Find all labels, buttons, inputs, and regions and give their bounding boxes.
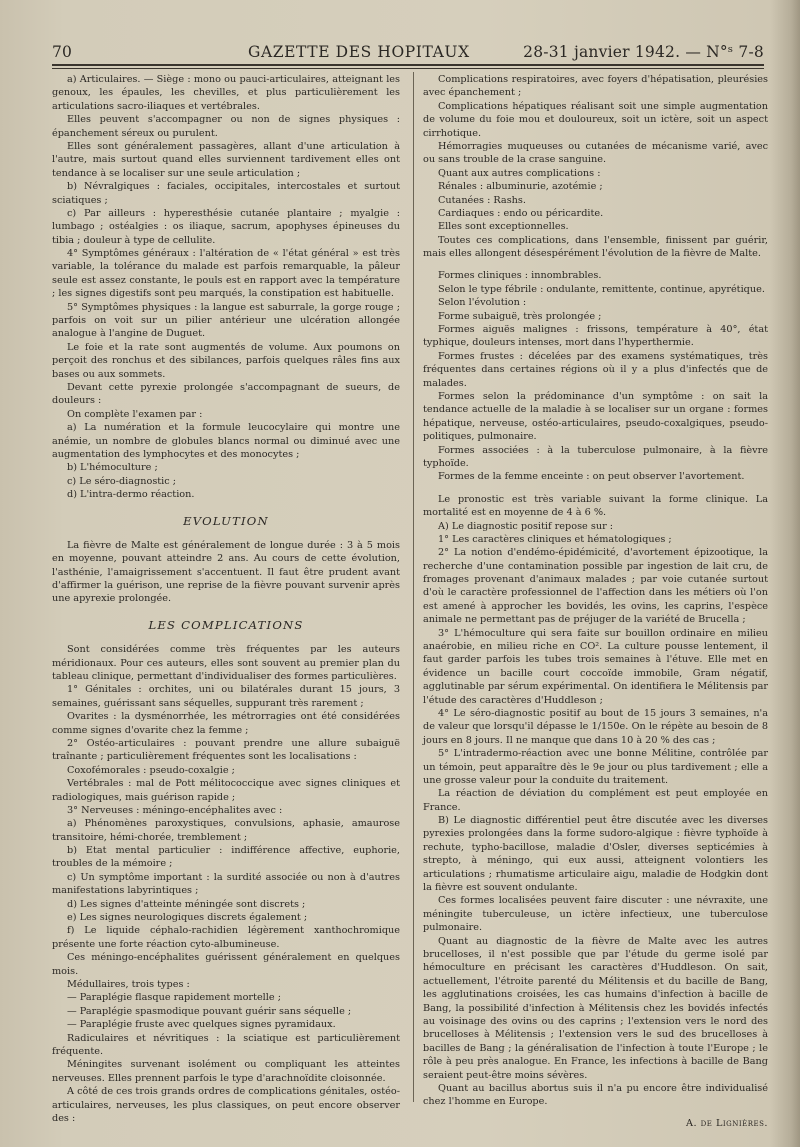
paragraph: Selon l'évolution : [438, 297, 527, 309]
paragraph: a) La numération et la formule leucocylaire qui montre une anémie, un nombre de globules blancs normal ou diminué avec une augmentation des lymphocytes et des monocytes ; [52, 422, 400, 460]
paragraph: d) Les signes d'atteinte méningée sont discrets ; [67, 898, 306, 910]
right-section-complications [423, 73, 768, 260]
author-signature: A. de Lignières. [685, 1117, 768, 1129]
paragraph: Elles peuvent s'accompagner ou non de signes physiques : épanchement séreux ou purulent. [52, 114, 400, 139]
paragraph: 2° Ostéo-articulaires : pouvant prendre une allure subaiguë traînante ; particulièrement fréquentes sont les localisations : [52, 737, 400, 763]
paragraph: Complications respiratoires, avec foyers d'hépatisation, pleurésies avec épanchement ; [423, 74, 768, 99]
paragraph: A) Le diagnostic positif repose sur : [438, 520, 614, 532]
paragraph: Le pronostic est très variable suivant la forme clinique. La mortalité est en moyenne de 4 à 6 %. [423, 493, 768, 519]
paragraph: b) Névralgiques : faciales, occipitales, intercostales et surtout sciatiques ; [52, 181, 400, 206]
heading-complications: LES COMPLICATIONS [148, 617, 304, 632]
paragraph: 4° Symptômes généraux : l'altération de « l'état général » est très variable, la tolérance du malade est parfois remarquable, la pâleur seule est assez constante, le pouls est en rapport avec la température ; les signes digestifs sont peu marqués, la constipation est habituelle. [52, 248, 400, 300]
paragraph: Complications hépatiques réalisant soit une simple augmentation de volume du foie mou et douloureux, soit un ictère, soit un aspect cirrhotique. [423, 100, 768, 139]
paragraph: 5° Symptômes physiques : la langue est saburrale, la gorge rouge ; parfois on voit sur un pilier antérieur une ulcération allongée analogue à l'angine de Duguet. [52, 301, 400, 340]
right-column [423, 73, 768, 1130]
paragraph: e) Les signes neurologiques discrets également ; [67, 912, 308, 924]
paragraph: c) Le séro-diagnostic ; [67, 475, 177, 487]
paragraph: Rénales : albuminurie, azotémie ; [438, 181, 603, 193]
paragraph: Sont considérées comme très fréquentes par les auteurs méridionaux. Pour ces auteurs, elles sont souvent au premier plan du tableau clinique, permettant d'individualiser des formes particulières. [52, 644, 400, 683]
paragraph: a) Phénomènes paroxystiques, convulsions, aphasie, amaurose transitoire, hémi-chorée, tremblement ; [52, 818, 400, 843]
paragraph: On complète l'examen par : [67, 408, 203, 420]
paragraph: 1° Génitales : orchites, uni ou bilatérales durant 15 jours, 3 semaines, guérissant sans séquelles, suppurant très rarement ; [52, 684, 400, 709]
paragraph: Formes aiguës malignes : frissons, température à 40°, état typhique, douleurs intenses, mort dans l'hyperthermie. [423, 324, 768, 349]
paragraph: 5° L'intradermo-réaction avec une bonne Mélitine, contrôlée par un témoin, peut apparaître dès le 9e jour ou plus tardivement ; elle a une grosse valeur pour la conduite du traitement. [423, 748, 768, 786]
left-column [52, 73, 400, 1125]
paragraph: Quant au diagnostic de la fièvre de Malte avec les autres brucelloses, il n'est possible que par l'étude du germe isolé par hémoculture en précisant les caractères d'Huddleson. On sait, actuellement, l'étroite parenté du Mélitensis et du bacille de Bang, les agglutinations croisées, les cas humains d'infection à bacille de Bang, la possibilité d'infection à Mélitensis chez les bovidés infectés au voisinage des ovins ou des caprins ; l'extension vers le nord des brucelloses à Mélitensis ; l'extension vers le sud des brucelloses à bacilles de Bang ; la généralisation de l'infection à toute l'Europe ; le rôle à peu près analogue. En France, les infections à bacille de Bang seraient peut-être moins sévères. [423, 935, 768, 1081]
paragraph: Formes cliniques : innombrables. [438, 270, 602, 282]
page-binding-shadow [770, 0, 800, 1147]
paragraph: Quant aux autres complications : [438, 167, 601, 179]
paragraph: Le foie et la rate sont augmentés de volume. Aux poumons on perçoit des ronchus et des sibilances, parfois quelques râles fins aux bases ou aux sommets. [52, 341, 400, 380]
paragraph: 1° Les caractères cliniques et hématologiques ; [438, 533, 672, 545]
paragraph: f) Le liquide céphalo-rachidien légèrement xanthochromique présente une forte réaction cyto-albumineuse. [52, 925, 400, 950]
column-separator [413, 72, 414, 1102]
paragraph: Méningites survenant isolément ou compliquant les atteintes nerveuses. Elles prennent parfois le type d'arachnoïdite cloisonnée. [52, 1059, 400, 1084]
paragraph: Hémorragies muqueuses ou cutanées de mécanisme varié, avec ou sans trouble de la crase sanguine. [423, 140, 768, 166]
right-section-diagnosis [423, 493, 768, 1109]
page-header [52, 43, 764, 63]
left-section-complications [52, 643, 400, 1125]
paragraph: 4° Le séro-diagnostic positif au bout de 15 jours 3 semaines, n'a de valeur que lorsqu'il dépasse le 1/150e. On le répète au besoin de 8 jours en 8 jours. Il ne manque que dans 10 à 20 % des cas ; [423, 707, 768, 746]
paragraph: A côté de ces trois grands ordres de complications génitales, ostéo-articulaires, nerveuses, les plus classiques, on peut encore observer des : [52, 1086, 400, 1124]
paragraph: c) Un symptôme important : la surdité associée ou non à d'autres manifestations labyrintiques ; [52, 871, 400, 897]
paragraph: Coxofémorales : pseudo-coxalgie ; [67, 764, 235, 776]
header-rule-thick [52, 64, 764, 66]
paragraph: — Paraplégie flasque rapidement mortelle ; [67, 992, 281, 1004]
paragraph: Formes associées : à la tuberculose pulmonaire, à la fièvre typhoïde. [423, 444, 768, 469]
paragraph: La fièvre de Malte est généralement de longue durée : 3 à 5 mois en moyenne, pouvant atteindre 2 ans. Au cours de cette évolution, l'asthénie, l'amaigrissement s'accentuent. Il faut être prudent avant d'affirmer la guérison, une reprise de la fièvre pouvant survenir après une apyrexie prolongée. [52, 539, 400, 605]
paragraph: B) Le diagnostic différentiel peut être discutée avec les diverses pyrexies prolongées dans la forme sudoro-algique : fièvre typhoïde à rechute, typho-bacillose, maladie d'Osler, diverses septicémies à strepto, à méningo, qui eux aussi, atteignent volontiers les articulations ; rhumatisme articulaire aigu, maladie de Hodgkin dont la fièvre est souvent ondulante. [423, 815, 768, 894]
paragraph: Ovarites : la dysménorrhée, les métrorragies ont été considérées comme signes d'ovarite chez la femme ; [52, 711, 400, 736]
page-number: 70 [52, 43, 73, 61]
paragraph: 3° L'hémoculture qui sera faite sur bouillon ordinaire en milieu anaérobie, en milieu riche en CO². La culture pousse lentement, il faut garder parfois les tubes trois semaines à l'étuve. Elle met en évidence un bacille court coccoïde immobile, Gram négatif, agglutinable par sérum expérimental. On identifiera le Mélitensis par l'étude des caractères d'Huddleson ; [423, 627, 768, 706]
paragraph: Devant cette pyrexie prolongée s'accompagnant de sueurs, de douleurs : [52, 381, 400, 407]
paragraph: Ces formes localisées peuvent faire discuter : une névraxite, une méningite tuberculeuse, un ictère infectieux, une tuberculose pulmonaire. [423, 895, 768, 934]
paragraph: Formes de la femme enceinte : on peut observer l'avortement. [438, 471, 745, 483]
paragraph: b) Etat mental particulier : indifférence affective, euphorie, troubles de la mémoire ; [52, 845, 400, 870]
paragraph: Radiculaires et névritiques : la sciatique est particulièrement fréquente. [52, 1032, 400, 1057]
issue-date: 28-31 janvier 1942. — N°ˢ 7-8 [523, 43, 764, 61]
paragraph: d) L'intra-dermo réaction. [67, 489, 195, 501]
left-section-evolution [52, 539, 400, 606]
paragraph: Forme subaiguë, très prolongée ; [438, 310, 602, 322]
paragraph: Médullaires, trois types : [67, 979, 190, 990]
heading-evolution: EVOLUTION [183, 513, 269, 528]
paragraph: — Paraplégie spasmodique pouvant guérir sans séquelle ; [67, 1005, 352, 1017]
paragraph: Vertébrales : mal de Pott mélitococcique avec signes cliniques et radiologiques, mais guérison rapide ; [52, 778, 400, 803]
left-section-symptoms [52, 73, 400, 502]
paragraph: b) L'hémoculture ; [67, 462, 158, 474]
right-section-clinical-forms [423, 269, 768, 483]
paragraph: Quant au bacillus abortus suis il n'a pu encore être individualisé chez l'homme en Europe. [423, 1082, 768, 1108]
journal-title: GAZETTE DES HOPITAUX [248, 43, 470, 61]
header-rule-thin [52, 68, 764, 69]
paragraph: Ces méningo-encéphalites guérissent généralement en quelques mois. [52, 952, 400, 977]
paragraph: Cardiaques : endo ou péricardite. [438, 207, 604, 219]
paragraph: a) Articulaires. — Siège : mono ou pauci-articulaires, atteignant les genoux, les épaules, les chevilles, et plus particulièrement les articulations sacro-iliaques et vertébrales. [52, 74, 400, 112]
paragraph: Formes frustes : décelées par des examens systématiques, très fréquentes dans certaines régions où il y a plus d'infectés que de malades. [423, 350, 768, 389]
paragraph: Formes selon la prédominance d'un symptôme : on sait la tendance actuelle de la maladie à se localiser sur un organe : formes hépatique, nerveuse, ostéo-articulaires, pseudo-coxalgiques, pseudo-politiques, pulmonaire. [423, 390, 768, 443]
paragraph: Selon le type fébrile : ondulante, remittente, continue, apyrétique. [438, 283, 765, 295]
paragraph: Toutes ces complications, dans l'ensemble, finissent par guérir, mais elles allongent désespérément l'évolution de la fièvre de Malte. [423, 234, 768, 260]
paragraph: La réaction de déviation du complément est peut employée en France. [423, 788, 768, 813]
paragraph: 2° La notion d'endémo-épidémicité, d'avortement épizootique, la recherche d'une contamination possible par ingestion de lait cru, de fromages provenant d'animaux malades ; par voie cutanée surtout d'où le caractère professionnel de l'affection dans les métiers où l'on est amené à approcher les bovidés, les ovins, les caprins, l'espèce animale ne permettant pas de préjuger de la variété de Brucella ; [423, 547, 768, 626]
paragraph: 3° Nerveuses : méningo-encéphalites avec : [67, 804, 283, 816]
paragraph: Elles sont exceptionnelles. [438, 221, 569, 233]
paragraph: Elles sont généralement passagères, allant d'une articulation à l'autre, mais surtout quand elles surviennent tardivement elles ont tendance à se localiser sur une seule articulation ; [52, 140, 400, 179]
paragraph: — Paraplégie fruste avec quelques signes pyramidaux. [67, 1019, 336, 1031]
paragraph: Cutanées : Rashs. [438, 194, 526, 206]
paragraph: c) Par ailleurs : hyperesthésie cutanée plantaire ; myalgie : lumbago ; ostéalgies : os iliaque, sacrum, apophyses épineuses du tibia ; douleur à type de cellulite. [52, 207, 400, 246]
